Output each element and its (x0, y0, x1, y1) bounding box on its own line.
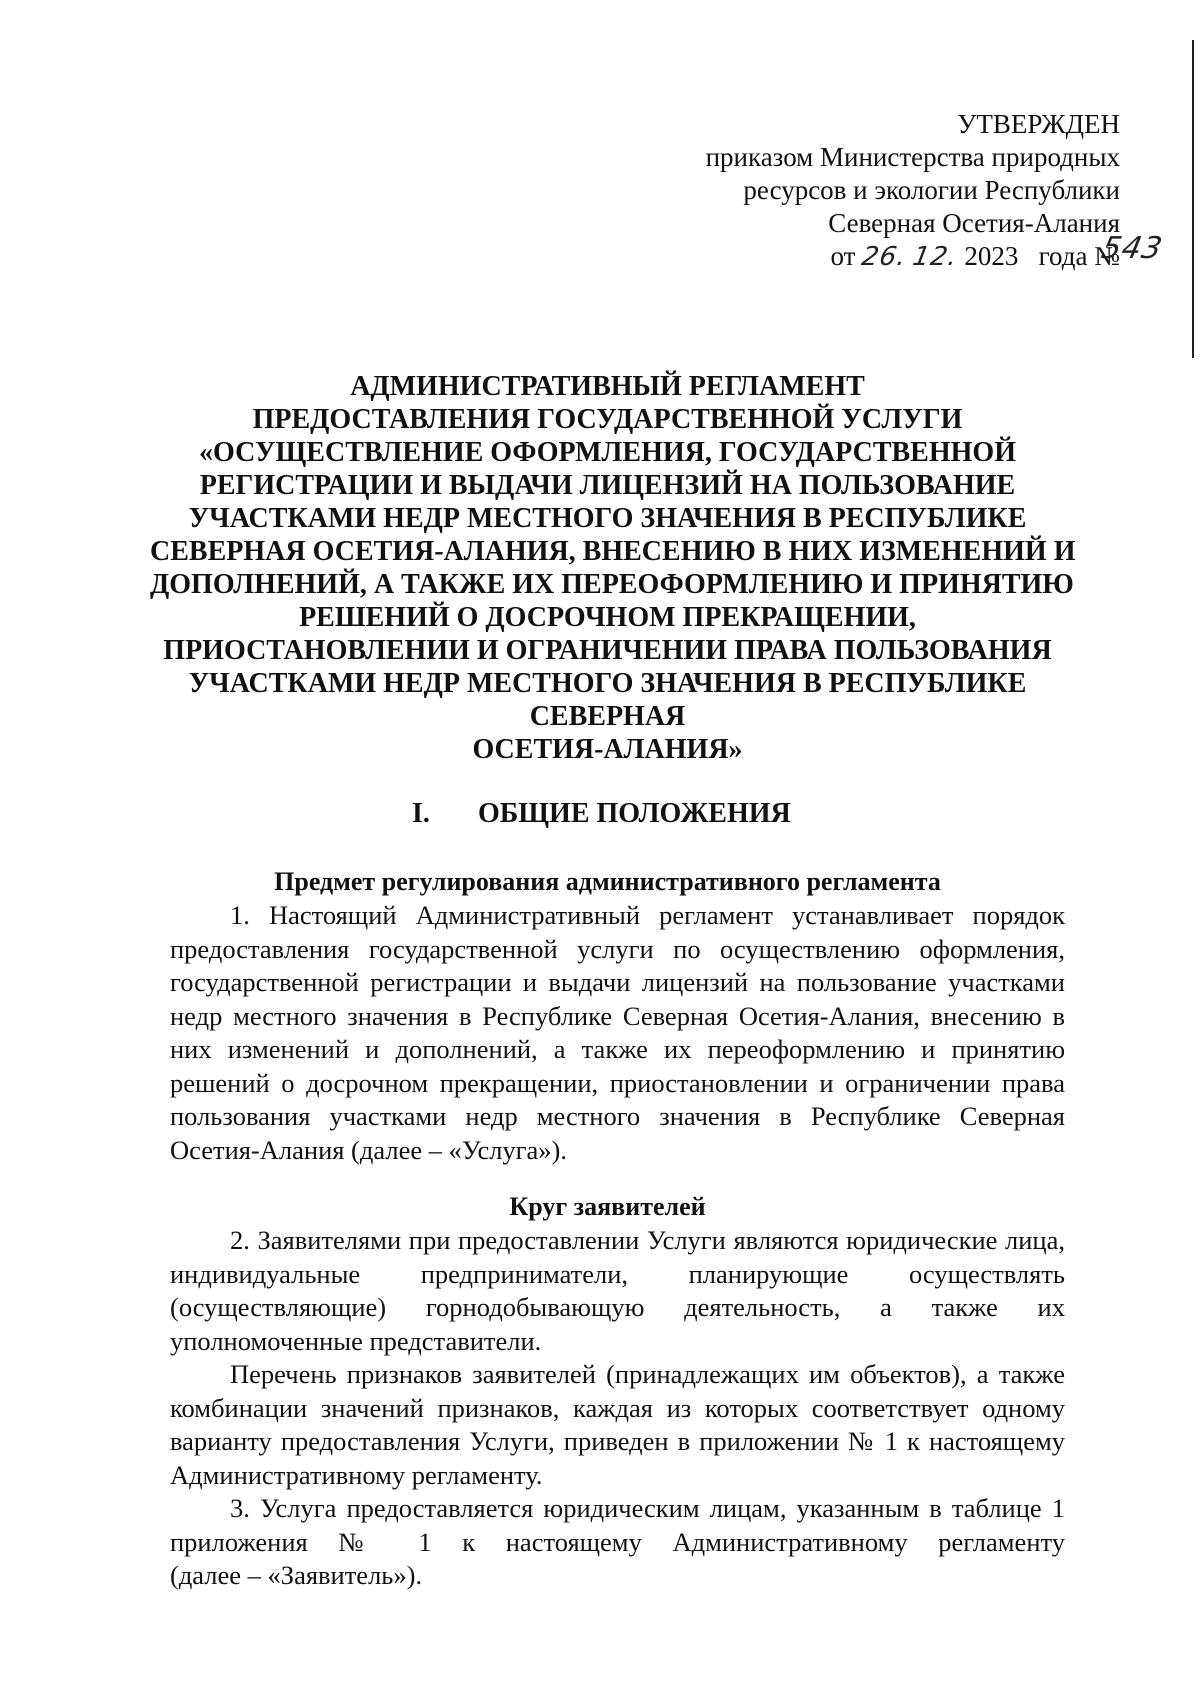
paragraph-line: индивидуальные предприниматели, планирующие осуществлять (170, 1258, 1065, 1289)
paragraph-line: них изменений и дополнений, а также их переоформлению и принятию (170, 1034, 1065, 1064)
paragraph-line: (далее – «Заявитель»). (170, 1560, 423, 1590)
paragraph-line: Административному регламенту. (170, 1459, 543, 1490)
paragraph-1 (170, 899, 1065, 1167)
handwritten-day: 26. (859, 242, 910, 272)
section-number: I. (412, 798, 430, 829)
title-line: ПРЕДОСТАВЛЕНИЯ ГОСУДАРСТВЕННОЙ УСЛУГИ (252, 404, 963, 435)
approval-order-line: приказом Министерства природных (705, 142, 1120, 172)
date-year: 2023 (964, 241, 1019, 271)
paragraph-line: решений о досрочном прекращении, приостановлении и ограничении права (170, 1067, 1065, 1098)
title-line: РЕГИСТРАЦИИ И ВЫДАЧИ ЛИЦЕНЗИЙ НА ПОЛЬЗОВАНИЕ (199, 470, 1016, 501)
paragraph-line: комбинации значений признаков, каждая из которых соответствует одному (170, 1392, 1065, 1423)
paragraph-line: государственной регистрации и выдачи лицензий на пользование участками (170, 967, 1065, 997)
paragraph-line: пользования участками недр местного значения в Республике Северная (170, 1101, 1065, 1131)
section-title: ОБЩИЕ ПОЛОЖЕНИЯ (478, 798, 791, 829)
paragraph-line: Осетия-Алания (далее – «Услуга»). (170, 1134, 568, 1165)
paragraph-line: 3. Услуга предоставляется юридическим лицам, указанным в таблице 1 (230, 1493, 1065, 1523)
title-line: УЧАСТКАМИ НЕДР МЕСТНОГО ЗНАЧЕНИЯ В РЕСПУБЛИКЕ (188, 668, 1027, 699)
title-line: «ОСУЩЕСТВЛЕНИЕ ОФОРМЛЕНИЯ, ГОСУДАРСТВЕННОЙ (199, 437, 1016, 468)
date-prefix: от (830, 241, 856, 271)
scan-page-edge (1192, 40, 1194, 358)
handwritten-month: 12. (910, 242, 961, 272)
section-heading (412, 797, 791, 831)
subheading-applicants: Круг заявителей (509, 1192, 706, 1221)
subheading-regulation-subject: Предмет регулирования административного регламента (274, 867, 941, 896)
paragraph-line: Перечень признаков заявителей (принадлежащих им объектов), а также (230, 1359, 1065, 1389)
paragraph-4 (170, 1492, 1065, 1593)
paragraph-line: варианту предоставления Услуги, приведен в приложении № 1 к настоящему (170, 1426, 1065, 1456)
title-line: УЧАСТКАМИ НЕДР МЕСТНОГО ЗНАЧЕНИЯ В РЕСПУБЛИКЕ (188, 503, 1027, 534)
title-line: РЕШЕНИЙ О ДОСРОЧНОМ ПРЕКРАЩЕНИИ, (299, 602, 916, 633)
title-line: ДОПОЛНЕНИЙ, А ТАКЖЕ ИХ ПЕРЕОФОРМЛЕНИЮ И ПРИНЯТИЮ (150, 569, 1074, 600)
date-suffix: года № (1038, 241, 1120, 271)
title-line: АДМИНИСТРАТИВНЫЙ РЕГЛАМЕНТ (350, 371, 865, 402)
paragraph-3 (170, 1358, 1065, 1492)
paragraph-line: 2. Заявителями при предоставлении Услуги являются юридические лица, (230, 1225, 1065, 1255)
paragraph-2 (170, 1224, 1065, 1358)
approval-block (560, 108, 1166, 274)
paragraph-line: недр местного значения в Республике Северная Осетия-Алания, внесению в (170, 1000, 1065, 1031)
title-line: ОСЕТИЯ-АЛАНИЯ» (472, 734, 743, 765)
paragraph-line: предоставления государственной услуги по осуществлению оформления, (170, 933, 1065, 964)
paragraph-line: 1. Настоящий Административный регламент устанавливает порядок (230, 900, 1065, 930)
paragraph-line: уполномоченные представители. (170, 1325, 542, 1356)
title-line: СЕВЕРНАЯ (529, 701, 686, 732)
paragraph-line: приложения № 1 к настоящему Административному регламенту (170, 1526, 1065, 1557)
approval-title: УТВЕРЖДЕН (957, 109, 1120, 139)
paragraph-line: (осуществляющие) горнодобывающую деятельность, а также их (170, 1292, 1065, 1322)
approval-date-line (560, 231, 1166, 274)
approval-region-line: Северная Осетия-Алания (828, 208, 1120, 238)
title-line: ПРИОСТАНОВЛЕНИИ И ОГРАНИЧЕНИИ ПРАВА ПОЛЬЗОВАНИЯ (163, 635, 1052, 666)
handwritten-order-number: 543 (1098, 231, 1166, 266)
title-line: СЕВЕРНАЯ ОСЕТИЯ-АЛАНИЯ, ВНЕСЕНИЮ В НИХ ИЗМЕНЕНИЙ И (150, 536, 1076, 567)
approval-ministry-line: ресурсов и экологии Республики (743, 175, 1120, 205)
document-title (150, 370, 1076, 766)
